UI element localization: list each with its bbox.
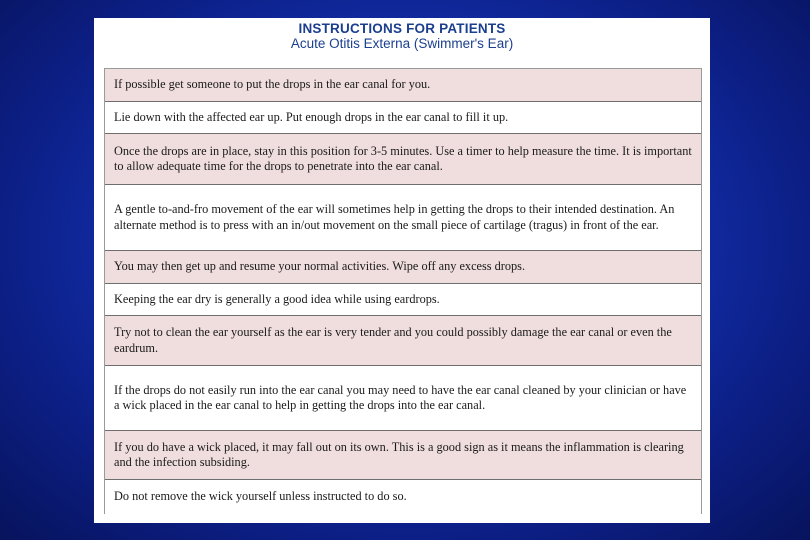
instruction-row <box>105 185 701 251</box>
instruction-row <box>105 102 701 134</box>
page-title: INSTRUCTIONS FOR PATIENTS <box>298 21 506 36</box>
instruction-text: You may then get up and resume your normal activities. Wipe off any excess drops. <box>114 259 526 274</box>
page-subtitle: Acute Otitis Externa (Swimmer's Ear) <box>290 36 514 51</box>
instruction-text: Keeping the ear dry is generally a good idea while using eardrops. <box>114 291 440 306</box>
instruction-row <box>105 366 701 431</box>
instruction-text: If the drops do not easily run into the ear canal you may need to have the ear canal cleaned by your clinician or have a wick placed in the ear canal to help in getting the drops into the ear canal. <box>114 382 687 412</box>
instruction-text: A gentle to-and-fro movement of the ear will sometimes help in getting the drops to their intended destination. An alternate method is to press with an in/out movement on the small piece of cartilage (tragus) in front of the ear. <box>114 202 675 232</box>
instruction-text: Do not remove the wick yourself unless instructed to do so. <box>114 489 407 504</box>
instruction-text: Try not to clean the ear yourself as the ear is very tender and you could possibly damage the ear canal or even the eardrum. <box>114 325 672 355</box>
instruction-row <box>105 480 701 514</box>
instruction-row <box>105 284 701 316</box>
instructions-table <box>104 68 702 514</box>
instruction-text: If possible get someone to put the drops in the ear canal for you. <box>114 77 431 92</box>
instruction-row <box>105 251 701 284</box>
instruction-row <box>105 134 701 185</box>
instruction-row <box>105 316 701 366</box>
instruction-row <box>105 431 701 480</box>
instruction-text: If you do have a wick placed, it may fall out on its own. This is a good sign as it means the inflammation is clearing and the infection subsiding. <box>114 439 684 469</box>
instruction-text: Once the drops are in place, stay in this position for 3-5 minutes. Use a timer to help measure the time. It is important to allow adequate time for the drops to penetrate into the ear canal. <box>114 143 692 173</box>
instruction-text: Lie down with the affected ear up. Put enough drops in the ear canal to fill it up. <box>114 109 509 124</box>
sheet-header <box>94 21 710 52</box>
instruction-row <box>105 69 701 102</box>
instruction-sheet <box>94 18 710 523</box>
